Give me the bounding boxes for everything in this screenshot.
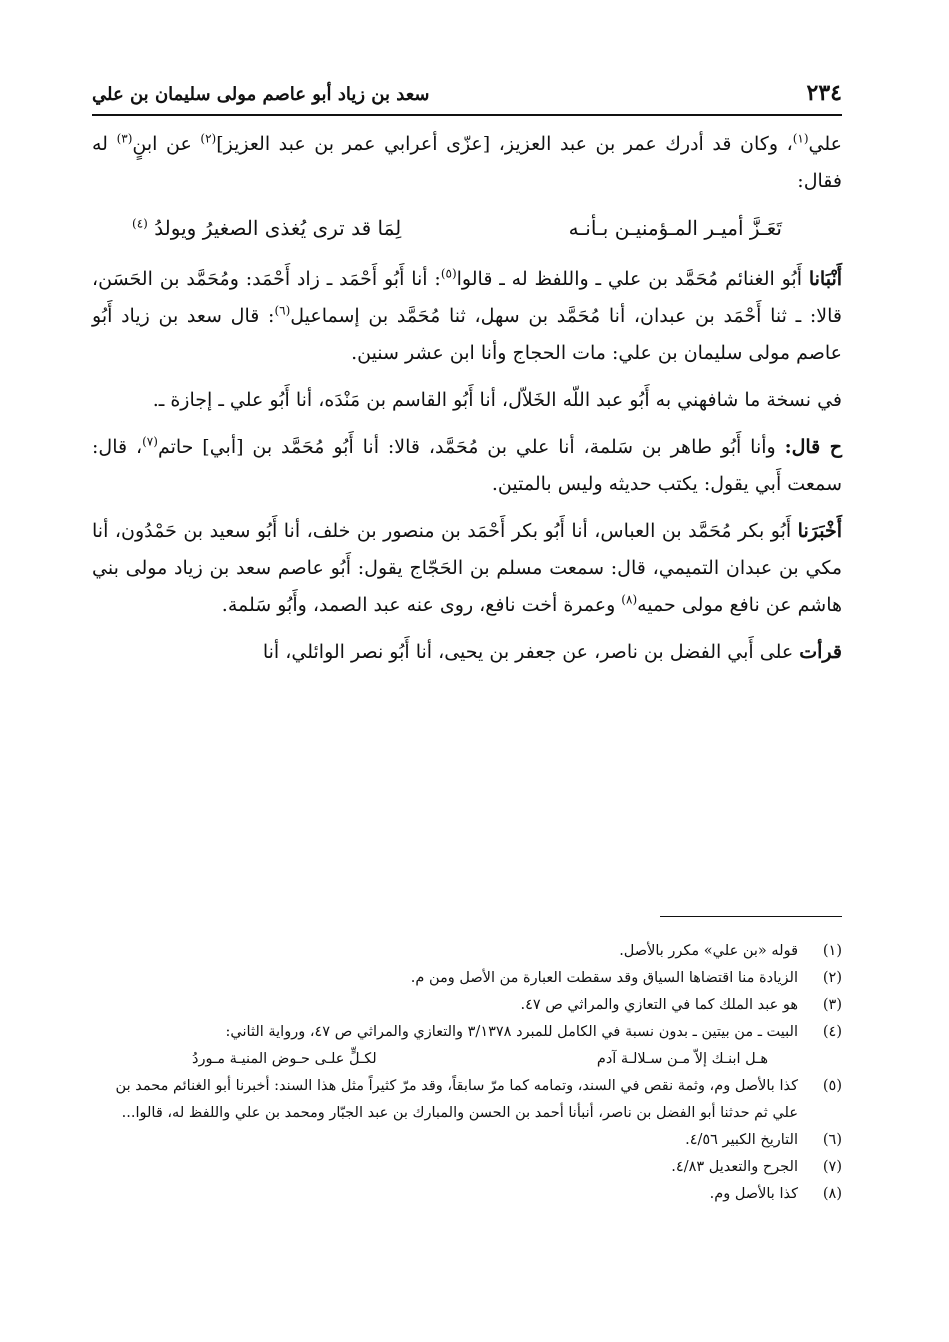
footnote-number: (١)	[822, 943, 842, 959]
footnote-verse-second: لكـلٍّ علـى حـوض المنيـة مـوردُ	[192, 1051, 377, 1067]
lead-word: ح قال:	[784, 436, 842, 458]
footnote-ref: (٨)	[621, 592, 638, 607]
footnote-ref: (٤)	[132, 216, 148, 231]
footnote-text: الزيادة منا اقتضاها السياق وقد سقطت العبارة من الأصل ومن م.	[410, 970, 798, 986]
verse-second-hemistich	[132, 210, 401, 247]
footnote-ref: (٦)	[274, 303, 291, 318]
footnote-item	[92, 1019, 842, 1073]
footnote-text-block	[92, 1019, 798, 1073]
footnote-number: (٧)	[822, 1159, 842, 1175]
text-segment: ، قال: سمعت أَبي يقول: يكتب حديثه وليس بالمتين.	[92, 436, 842, 495]
paragraph-4	[92, 429, 842, 503]
paragraph-3	[92, 382, 842, 419]
main-text	[92, 126, 842, 681]
header-rule	[92, 114, 842, 116]
footnote-ref: (٣)	[116, 131, 133, 146]
footnote-number: (٨)	[822, 1186, 842, 1202]
text-segment: على أَبي الفضل بن ناصر، عن جعفر بن يحيى، أنا أَبُو نصر الوائلي، أنا	[262, 641, 800, 663]
text-segment: في نسخة ما شافهني به أَبُو عبد اللّه الخَلاّل، أنا أَبُو القاسم بن مَنْدَه، أنا أَبُو علي ـ إجازة ـ.	[152, 389, 842, 411]
footnote-item	[92, 1154, 842, 1181]
footnote-ref: (٢)	[200, 131, 217, 146]
footnote-number: (٦)	[822, 1132, 842, 1148]
text-segment: وأنا أَبُو طاهر بن سَلمة، أنا علي بن مُحَمَّد، قالا: أنا أَبُو مُحَمَّد بن [أبي] حاتم	[157, 436, 785, 458]
footnote-ref: (٥)	[440, 266, 457, 281]
text-segment: وعمرة أخت نافع، روى عنه عبد الصمد، وأَبُو سَلمة.	[221, 594, 622, 616]
footnote-number: (٣)	[822, 997, 842, 1013]
footnote-rule	[660, 916, 842, 917]
paragraph-1	[92, 126, 842, 200]
text-segment: علي	[808, 133, 843, 155]
footnote-item	[92, 965, 842, 992]
footnote-number: (٥)	[822, 1078, 842, 1094]
page-number: ٢٣٤	[806, 80, 842, 106]
footnote-text: التاريخ الكبير ٤/٥٦.	[685, 1132, 798, 1148]
footnote-item	[92, 938, 842, 965]
text-segment: ، وكان قد أدرك عمر بن عبد العزيز، [عزّى أعرابي عمر بن عبد العزيز]	[216, 133, 793, 155]
footnote-item	[92, 992, 842, 1019]
footnote-item	[92, 1181, 842, 1208]
paragraph-6	[92, 634, 842, 671]
text-segment: له فقال:	[92, 133, 842, 192]
footnote-item	[92, 1073, 842, 1127]
lead-word: أَخْبَرَنا	[797, 520, 842, 542]
footnote-verse-first: هـل ابنـك إلاّ مـن سـلالـة آدم	[596, 1051, 768, 1067]
text-segment: لِمَا قد ترى يُغذى الصغيرُ ويولدُ	[154, 216, 402, 240]
running-title: سعد بن زياد أبو عاصم مولى سليمان بن علي	[92, 84, 430, 105]
text-segment: : أنا أَبُو أَحْمَد ـ زاد أَحْمَد: ومُحَمَّد بن الحَسَن، قالا: ـ ثنا أَحْمَد بن عبدان، أنا مُحَمَّد بن سهل، ثنا مُحَمَّد بن إسماعيل	[92, 268, 842, 327]
footnote-number: (٢)	[822, 970, 842, 986]
paragraph-5	[92, 513, 842, 624]
text-segment: أَبُو الغنائم مُحَمَّد بن علي ـ واللفظ له ـ قالوا	[456, 268, 809, 290]
footnotes	[92, 938, 842, 1208]
lead-word: أَنْبَانا	[808, 268, 843, 290]
page-header	[92, 78, 842, 112]
poem-verse	[92, 210, 842, 247]
footnote-text: قوله «بن علي» مكرر بالأصل.	[619, 943, 798, 959]
paragraph-2	[92, 261, 842, 372]
footnote-ref: (٧)	[142, 434, 158, 449]
verse-first-hemistich: تَعَـزَّ أميـر المـؤمنيـن بـأنـه	[568, 216, 782, 240]
footnote-text: كذا بالأصل وم.	[709, 1186, 798, 1202]
footnote-text: كذا بالأصل وم، وثمة نقص في السند، وتمامه كما مرّ سابقاً، وقد مرّ كثيراً مثل هذا السند: أخبرنا أبو الغنائم محمد بن علي ثم حدثنا أبو الفضل بن ناصر، أنبأنا أحمد بن الحسن والمبارك بن عبد الجبّار ومحمد بن علي واللفظ له، قالوا...	[115, 1078, 798, 1121]
text-segment: أَبُو بكر مُحَمَّد بن العباس، أنا أَبُو بكر أَحْمَد بن منصور بن خلف، أنا أَبُو سعيد بن حَمْدُون، أنا مكي بن عبدان التميمي، قال: سمعت مسلم بن الحَجّاج يقول: أَبُو عاصم سعد بن زياد مولى بني هاشم عن نافع مولى حميه	[92, 520, 842, 616]
footnote-item	[92, 1127, 842, 1154]
footnote-number: (٤)	[822, 1024, 842, 1040]
footnote-text: البيت ـ من بيتين ـ بدون نسبة في الكامل للمبرد ٣/١٣٧٨ والتعازي والمراثي ص ٤٧، ورواية الثاني:	[225, 1024, 798, 1040]
footnote-text: هو عبد الملك كما في التعازي والمراثي ص ٤٧.	[520, 997, 798, 1013]
footnote-text: الجرح والتعديل ٤/٨٣.	[671, 1159, 798, 1175]
text-segment: : قال سعد بن زياد أَبُو عاصم مولى سليمان بن علي: مات الحجاج وأنا ابن عشر سنين.	[92, 305, 842, 364]
footnote-ref: (١)	[792, 131, 809, 146]
lead-word: قرأت	[799, 641, 842, 663]
text-segment: عن ابنٍ	[132, 133, 201, 155]
footnote-verse	[92, 1046, 798, 1073]
